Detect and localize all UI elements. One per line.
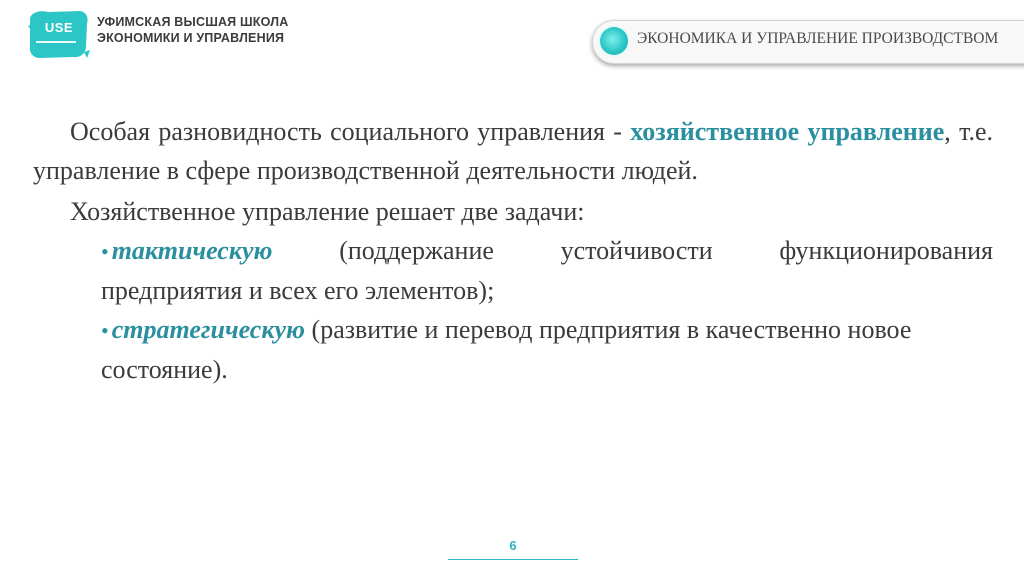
highlight-term-part1: хозяйственное [630,117,800,146]
list-item-tactical-line1 [101,231,993,271]
para1-end: , т.е. управление в сфере производственной деятельности людей. [33,117,994,185]
bullet-icon: • [101,239,109,264]
page-number-underline [448,559,578,560]
page-number: 6 [509,538,517,553]
bullet-icon: • [101,318,109,343]
strategic-text: (развитие и перевод предприятия в качественно новое состояние). [101,315,912,384]
tactical-text-line1: (поддержание устойчивости функционирования [272,236,993,265]
header-title: ЭКОНОМИКА И УПРАВЛЕНИЕ ПРОИЗВОДСТВОМ [637,30,999,47]
highlight-term-part2: управление [807,117,945,146]
list-item-tactical [101,231,993,310]
slide-content [33,112,993,389]
school-name [97,14,288,46]
school-name-line2: ЭКОНОМИКИ И УПРАВЛЕНИЯ [97,31,285,45]
para1-start: Особая разновидность социального управления - [70,117,631,146]
tasks-list [33,231,993,389]
list-item-strategic [101,310,993,389]
school-name-line1: УФИМСКАЯ ВЫСШАЯ ШКОЛА [97,15,289,29]
term-strategic: стратегическую [111,315,306,344]
paragraph-definition [33,112,993,190]
tactical-text-line2: предприятия и всех его элементов); [101,276,495,305]
logo-mark-text: USE [44,20,74,35]
paragraph-tasks-intro: Хозяйственное управление решает две задачи: [70,197,585,226]
teal-circle-icon [600,27,628,55]
term-tactical: тактическую [111,236,273,265]
